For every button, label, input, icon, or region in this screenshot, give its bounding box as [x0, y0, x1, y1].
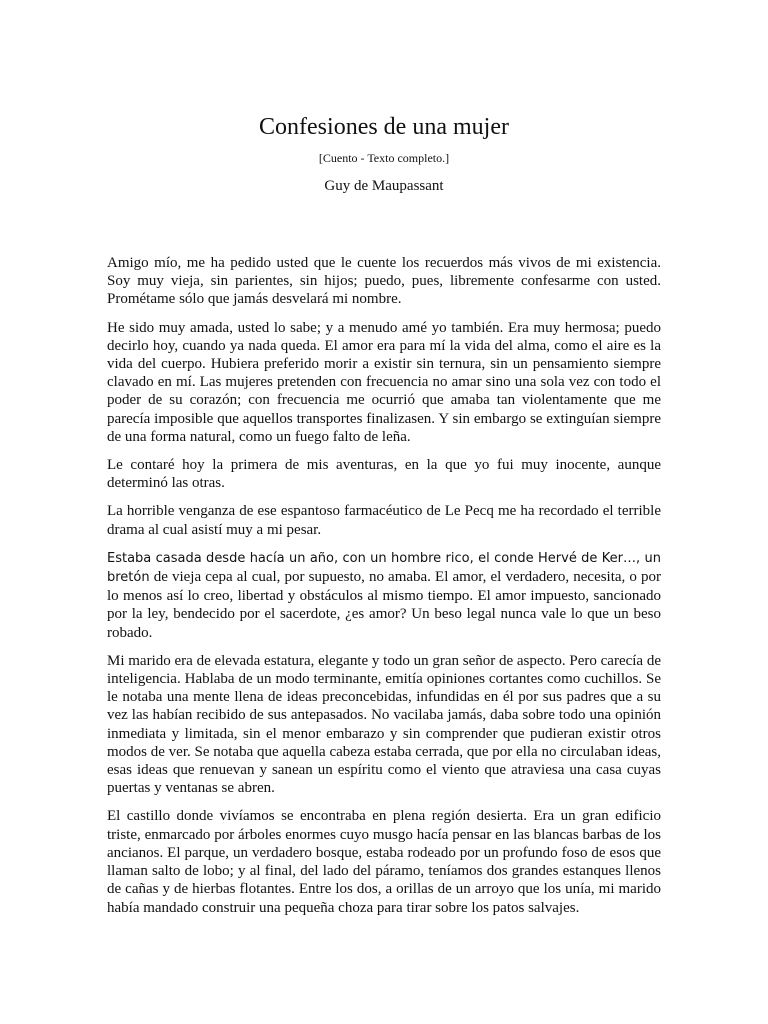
paragraph-opening-fragment: Estaba casada desde hacía un año, con un hombre rico, el conde Hervé de Ker…, un bretón: [107, 550, 661, 586]
document-author: Guy de Maupassant: [324, 178, 444, 194]
paragraph: El castillo donde vivíamos se encontraba en plena región desierta. Era un gran edificio triste, enmarcado por árboles enormes cuyo musgo hacía pensar en las blancas barbas de los ancianos. El parque, un verdadero bosque, estaba rodeado por un profundo foso de esos que llaman salto de lobo; y al final, del lado del páramo, teníamos dos grandes estanques llenos de cañas y de hierbas flotantes. Entre los dos, a orillas de un arroyo que los unía, mi marido había mandado construir una pequeña choza para tirar sobre los patos salvajes.: [107, 808, 661, 916]
document-subtitle: [Cuento - Texto completo.]: [318, 151, 450, 165]
paragraph: Le contaré hoy la primera de mis aventuras, en la que yo fui muy inocente, aunque determinó las otras.: [107, 457, 661, 492]
paragraph: Mi marido era de elevada estatura, elegante y todo un gran señor de aspecto. Pero carecía de inteligencia. Hablaba de un modo terminante, emitía opiniones cortantes como cuchillos. Se le notaba una mente llena de ideas preconcebidas, infundidas en él por sus padres que a su vez las habían recibido de sus antepasados. No vacilaba jamás, daba sobre todo una opinión inmediata y limitada, sin el menor embarazo y sin comprender que pudieran existir otros modos de ver. Se notaba que aquella cabeza estaba cerrada, que por ella no circulaban ideas, esas ideas que renuevan y sanean un espíritu como el viento que atraviesa una casa cuyas puertas y ventanas se abren.: [107, 652, 661, 797]
paragraph: Amigo mío, me ha pedido usted que le cuente los recuerdos más vivos de mi existencia. Soy muy vieja, sin parientes, sin hijos; puedo, pues, libremente confesarme con usted. Prométame sólo que jamás desvelará mi nombre.: [107, 255, 661, 308]
story-body: [107, 254, 661, 927]
paragraph: [107, 549, 661, 642]
document-title: Confesiones de una mujer: [259, 114, 509, 140]
paragraph: La horrible venganza de ese espantoso farmacéutico de Le Pecq me ha recordado el terrible drama al cual asistí muy a mi pesar.: [107, 503, 661, 538]
paragraph-continuation: de vieja cepa al cual, por supuesto, no amaba. El amor, el verdadero, necesita, o por lo menos así lo creo, libertad y obstáculos al mismo tiempo. El amor impuesto, sancionado por la ley, bendecido por el sacerdote, ¿es amor? Un beso legal nunca vale lo que un beso robado.: [107, 569, 661, 641]
paragraph: He sido muy amada, usted lo sabe; y a menudo amé yo también. Era muy hermosa; puedo decirlo hoy, cuando ya nada queda. El amor era para mí la vida del alma, como el aire es la vida del cuerpo. Hubiera preferido morir a existir sin ternura, sin un pensamiento siempre clavado en mí. Las mujeres pretenden con frecuencia no amar sino una sola vez con todo el poder de su corazón; con frecuencia me ocurrió que amaba tan violentamente que me parecía imposible que aquellos transportes finalizasen. Y sin embargo se extinguían siempre de una forma natural, como un fuego falto de leña.: [107, 319, 661, 445]
